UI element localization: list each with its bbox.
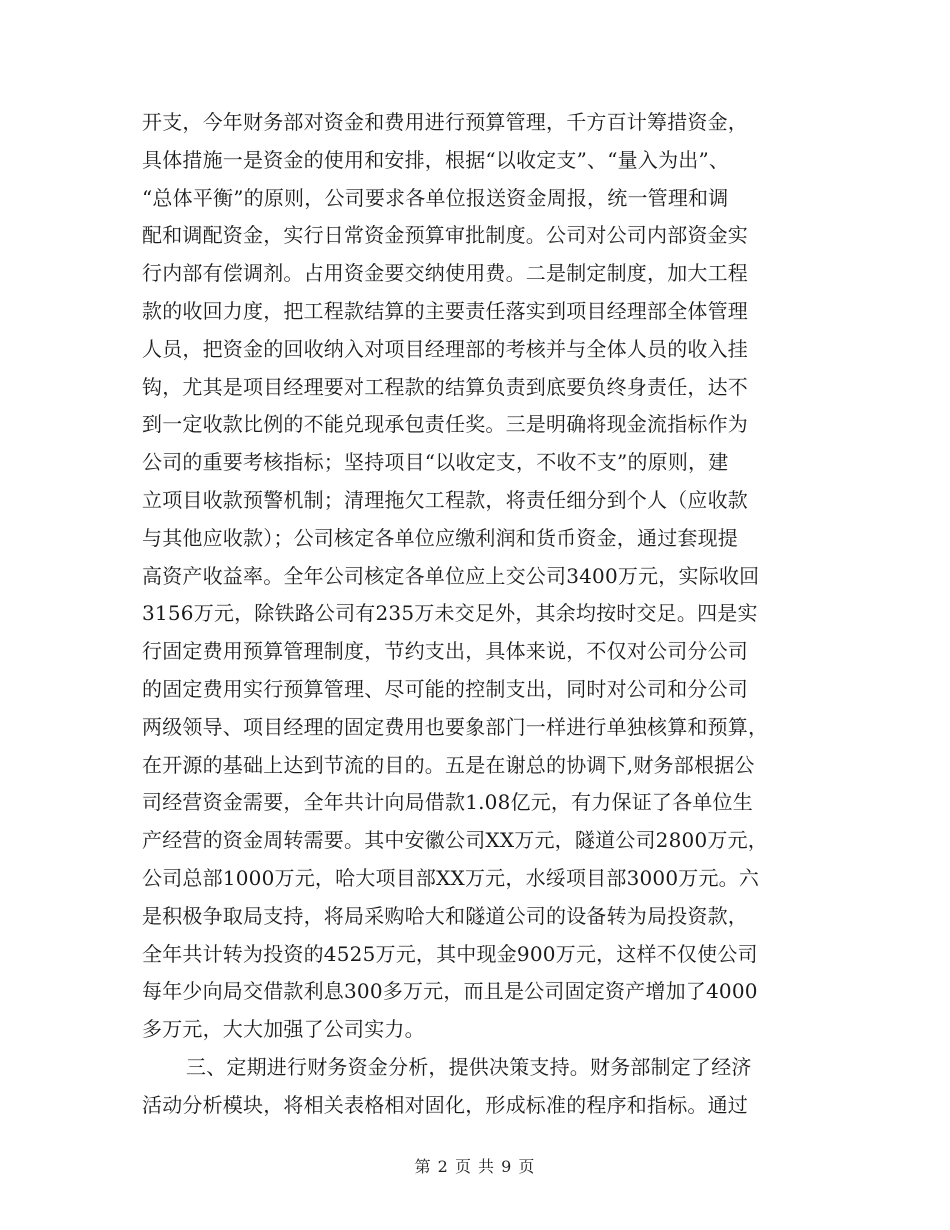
text-line: 开支，今年财务部对资金和费用进行预算管理，千方百计筹措资金，: [142, 110, 748, 134]
body-text: [142, 104, 812, 1125]
text-line: 两级领导、项目经理的固定费用也要象部门一样进行单独核算和预算，: [142, 714, 769, 739]
text-line: 具体措施一是资金的使用和安排，根据“以收定支”、“量入为出”、: [142, 147, 730, 172]
text-line: 到一定收款比例的不能兑现承包责任奖。三是明确将现金流指标作为: [142, 412, 748, 437]
text-line: 配和调配资金，实行日常资金预算审批制度。公司对公司内部资金实: [142, 223, 748, 248]
page-number-footer: 第 2 页 共 9 页: [414, 1157, 536, 1176]
text-line: 人员，把资金的回收纳入对项目经理部的考核并与全体人员的收入挂: [142, 336, 748, 361]
text-line: 多万元，大大加强了公司实力。: [142, 1017, 425, 1042]
text-line: 在开源的基础上达到节流的目的。五是在谢总的协调下,财务部根据公: [142, 752, 755, 777]
text-line: “总体平衡”的原则，公司要求各单位报送资金周报，统一管理和调: [142, 185, 729, 210]
text-line: 司经营资金需要，全年共计向局借款1.08亿元，有力保证了各单位生: [142, 790, 753, 815]
text-line: 3156万元，除铁路公司有235万未交足外，其余均按时交足。四是实: [142, 601, 758, 626]
text-line: 的固定费用实行预算管理、尽可能的控制支出，同时对公司和分公司: [142, 676, 748, 701]
text-line: 款的收回力度，把工程款结算的主要责任落实到项目经理部全体管理: [142, 298, 748, 323]
text-line: 三、定期进行财务资金分析，提供决策支持。财务部制定了经济: [186, 1054, 752, 1079]
text-line: 活动分析模块，将相关表格相对固化，形成标准的程序和指标。通过: [142, 1092, 748, 1117]
text-line: 钩，尤其是项目经理要对工程款的结算负责到底要负终身责任，达不: [142, 374, 748, 399]
text-line: 与其他应收款）；公司核定各单位应缴利润和货币资金，通过套现提: [142, 525, 738, 550]
text-line: 每年少向局交借款利息300多万元，而且是公司固定资产增加了4000: [142, 979, 758, 1004]
text-line: 行固定费用预算管理制度，节约支出，具体来说，不仅对公司分公司: [142, 639, 748, 664]
text-line: 产经营的资金周转需要。其中安徽公司XX万元，隧道公司2800万元，: [142, 828, 768, 853]
text-line: 高资产收益率。全年公司核定各单位应上交公司3400万元，实际收回: [142, 563, 760, 588]
text-line: 行内部有偿调剂。占用资金要交纳使用费。二是制定制度，加大工程: [142, 261, 748, 286]
text-line: 全年共计转为投资的4525万元，其中现金900万元，这样不仅使公司: [142, 941, 758, 966]
text-line: 立项目收款预警机制；清理拖欠工程款，将责任细分到个人（应收款: [142, 487, 748, 512]
text-line: 公司总部1000万元，哈大项目部XX万元，水绥项目部3000万元。六: [142, 865, 760, 890]
text-line: 是积极争取局支持，将局采购哈大和隧道公司的设备转为局投资款，: [142, 903, 748, 928]
text-line: 公司的重要考核指标；坚持项目“以收定支，不收不支”的原则，建: [142, 450, 729, 475]
